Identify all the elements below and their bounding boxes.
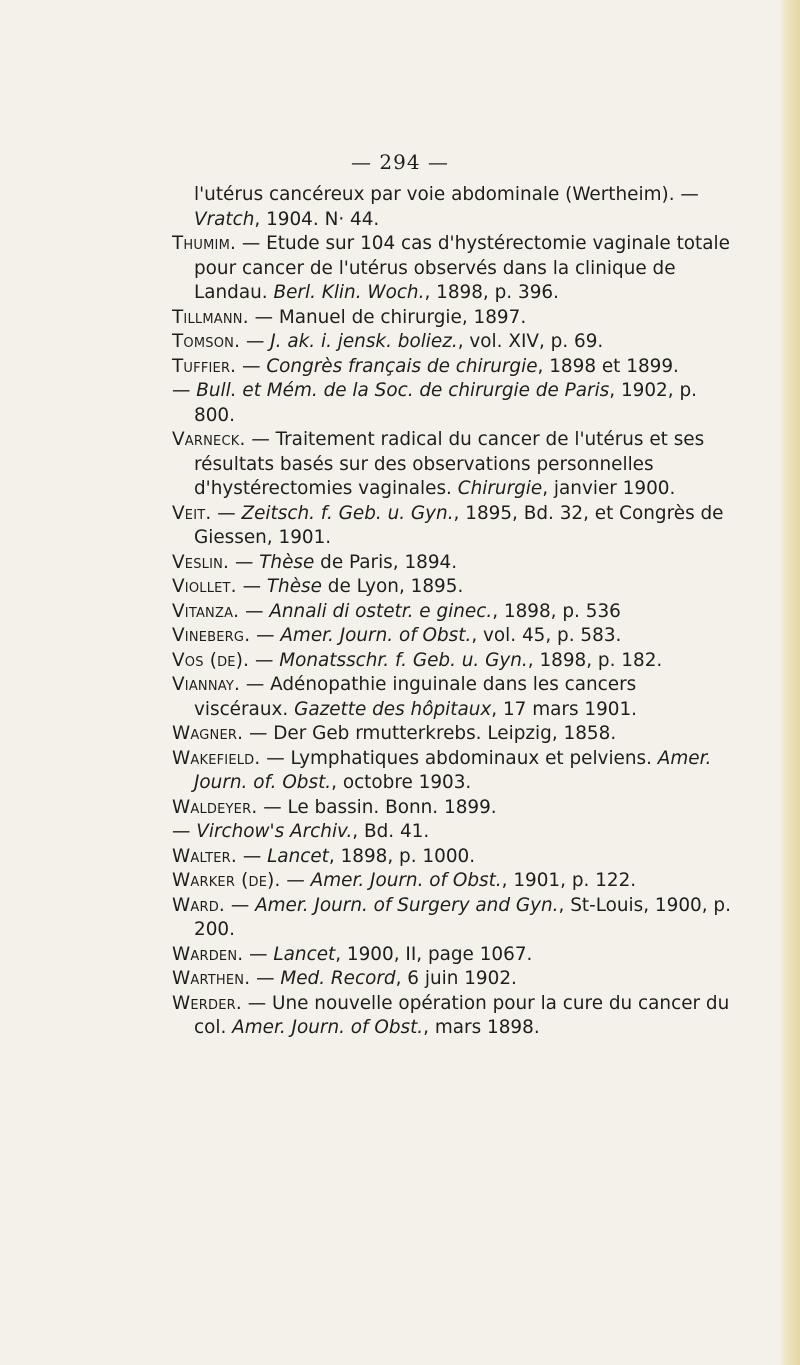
entry-journal-title: Gazette des hôpitaux (294, 698, 492, 720)
entry-author: Werder. (172, 992, 242, 1014)
entry-text: — (236, 576, 267, 597)
bibliography-entry (172, 379, 732, 428)
entry-text: — (172, 821, 197, 842)
bibliography-entry (172, 502, 732, 551)
entry-journal-title: Berl. Klin. Woch. (273, 282, 425, 303)
entry-details: , 17 mars 1901. (491, 698, 638, 720)
bibliography-entry (172, 796, 732, 821)
bibliography-entry (172, 967, 732, 992)
entry-text: — (236, 355, 267, 377)
entry-details: , 1898, p. 536 (492, 600, 621, 622)
entry-details: de Paris, 1894. (314, 551, 458, 573)
entry-journal-title: Amer. Journ. of Obst. (232, 1017, 424, 1038)
entry-author: Ward. (172, 894, 225, 916)
entry-author: Thumim. (172, 233, 237, 254)
entry-details: , 1898, p. 396. (424, 282, 559, 303)
entry-author: Walter. (172, 845, 237, 867)
entry-details: de Lyon, 1895. (321, 576, 464, 597)
entry-journal-title: Lancet (273, 943, 336, 965)
entry-author: Wakefield. (172, 747, 261, 769)
entry-text: — (229, 551, 260, 573)
entry-text: — Adénopathie inguinale dans les cancers viscéraux. (194, 674, 637, 720)
entry-details: , 6 juin 1902. (395, 968, 517, 989)
entry-text: — Lymphatiques abdominaux et pelviens. (260, 747, 658, 769)
entry-text: — Manuel de chirurgie, 1897. (248, 306, 527, 328)
bibliography-entry (172, 992, 732, 1041)
entry-author: Wagner. (172, 723, 244, 744)
entry-journal-title: Monatsschr. f. Geb. u. Gyn. (279, 649, 528, 671)
bibliography-entry (172, 845, 732, 870)
entry-author: Viannay. (172, 674, 241, 695)
entry-author: Vineberg. (172, 625, 251, 646)
entry-author: Veit. (172, 502, 212, 524)
entry-journal-title: Vratch (194, 208, 255, 230)
bibliography-entry (172, 600, 732, 625)
bibliography-entry (172, 624, 732, 649)
entry-details: , 1898 et 1899. (537, 355, 679, 377)
entry-author: Vitanza. (172, 600, 240, 622)
entry-author: Viollet. (172, 576, 237, 597)
entry-author: Warden. (172, 943, 244, 965)
entry-journal-title: Amer. Journ. of. Obst. (194, 747, 712, 793)
entry-text: — (280, 870, 311, 891)
entry-journal-title: Lancet (267, 845, 329, 867)
entry-text: — Der Geb rmutterkrebs. Leipzig, 1858. (243, 723, 617, 744)
bibliography-entry (172, 330, 732, 355)
entry-details: , vol. XIV, p. 69. (457, 331, 604, 352)
entry-author: Vos (de). (172, 649, 250, 671)
entry-text: — Le bassin. Bonn. 1899. (257, 796, 497, 818)
entry-details: , 1900, II, page 1067. (335, 943, 533, 965)
entry-journal-title: Amer. Journ. of Surgery and Gyn. (255, 894, 559, 916)
entry-author: Waldeyer. (172, 796, 258, 818)
entry-author: Tomson. (172, 331, 241, 352)
entry-author: Warthen. (172, 968, 251, 989)
entry-journal-title: Chirurgie (457, 478, 543, 499)
entry-details: , vol. 45, p. 583. (471, 625, 622, 646)
entry-details: , 1895, Bd. 32, et Congrès de Giessen, 1901. (194, 502, 724, 548)
entry-text: — (250, 968, 281, 989)
bibliography-entry (172, 673, 732, 722)
entry-journal-title: Med. Record (280, 968, 396, 989)
bibliography-entry (172, 551, 732, 576)
bibliography-entry (172, 943, 732, 968)
bibliography-entry (172, 232, 732, 306)
entry-author: Tillmann. (172, 306, 249, 328)
entry-journal-title: Bull. et Mém. de la Soc. de chirurgie de Paris (196, 380, 610, 401)
bibliography-entry (172, 722, 732, 747)
entry-details: , St-Louis, 1900, p. 200. (194, 894, 731, 940)
entry-text: l'utérus cancéreux par voie abdominale (Wertheim). — (194, 184, 699, 205)
entry-details: , 1898, p. 182. (527, 649, 663, 671)
bibliography-entry (172, 869, 732, 894)
bibliography-entry (172, 820, 732, 845)
entry-text: — (250, 625, 281, 646)
bibliography-entry (172, 649, 732, 674)
entry-journal-title: Amer. Journ. of Obst. (310, 870, 502, 891)
entry-details: , 1902, p. 800. (194, 380, 697, 426)
bibliography-entry (172, 183, 732, 232)
entry-journal-title: Thèse (259, 551, 315, 573)
entry-author: Warker (de). (172, 870, 281, 891)
entry-text: — (239, 600, 270, 622)
entry-details: , 1901, p. 122. (501, 870, 637, 891)
entry-journal-title: J. ak. i. jensk. boliez. (270, 331, 458, 352)
entry-details: , Bd. 41. (352, 821, 430, 842)
bibliography-entry (172, 894, 732, 943)
entry-details: , 1904. N· 44. (254, 208, 380, 230)
entry-text: — Etude sur 104 cas d'hystérectomie vaginale totale pour cancer de l'utérus observés dans la clinique de Landau. (194, 233, 730, 303)
entry-author: Varneck. (172, 429, 246, 450)
entry-details: , janvier 1900. (542, 478, 676, 499)
entry-journal-title: Zeitsch. f. Geb. u. Gyn. (241, 502, 454, 524)
entry-text: — Traitement radical du cancer de l'utérus et ses résultats basés sur des observations personnelles d'hystérectomies vaginales. (194, 429, 705, 499)
entry-journal-title: Amer. Journ. of Obst. (280, 625, 472, 646)
page-number: — 294 — (351, 150, 449, 174)
entry-text: — (240, 331, 271, 352)
entry-details: , 1898, p. 1000. (328, 845, 476, 867)
entry-details: , mars 1898. (423, 1017, 540, 1038)
entry-text: — (249, 649, 280, 671)
entry-journal-title: Annali di ostetr. e ginec. (269, 600, 493, 622)
entry-text: — Une nouvelle opération pour la cure du cancer du col. (194, 992, 730, 1038)
entry-text: — (224, 894, 256, 916)
bibliography-entry (172, 428, 732, 502)
entry-text: — (236, 845, 268, 867)
entry-journal-title: Virchow's Archiv. (196, 821, 353, 842)
bibliography-list (172, 183, 732, 1041)
entry-author: Tuffier. (172, 355, 237, 377)
entry-text: — (243, 943, 274, 965)
entry-text: — (172, 380, 197, 401)
entry-author: Veslin. (172, 551, 230, 573)
bibliography-entry (172, 306, 732, 331)
entry-details: , octobre 1903. (331, 772, 472, 793)
bibliography-entry (172, 747, 732, 796)
page-edge (778, 0, 800, 1365)
entry-journal-title: Congrès français de chirurgie (266, 355, 538, 377)
entry-text: — (211, 502, 242, 524)
bibliography-entry (172, 575, 732, 600)
entry-journal-title: Thèse (266, 576, 322, 597)
bibliography-entry (172, 355, 732, 380)
